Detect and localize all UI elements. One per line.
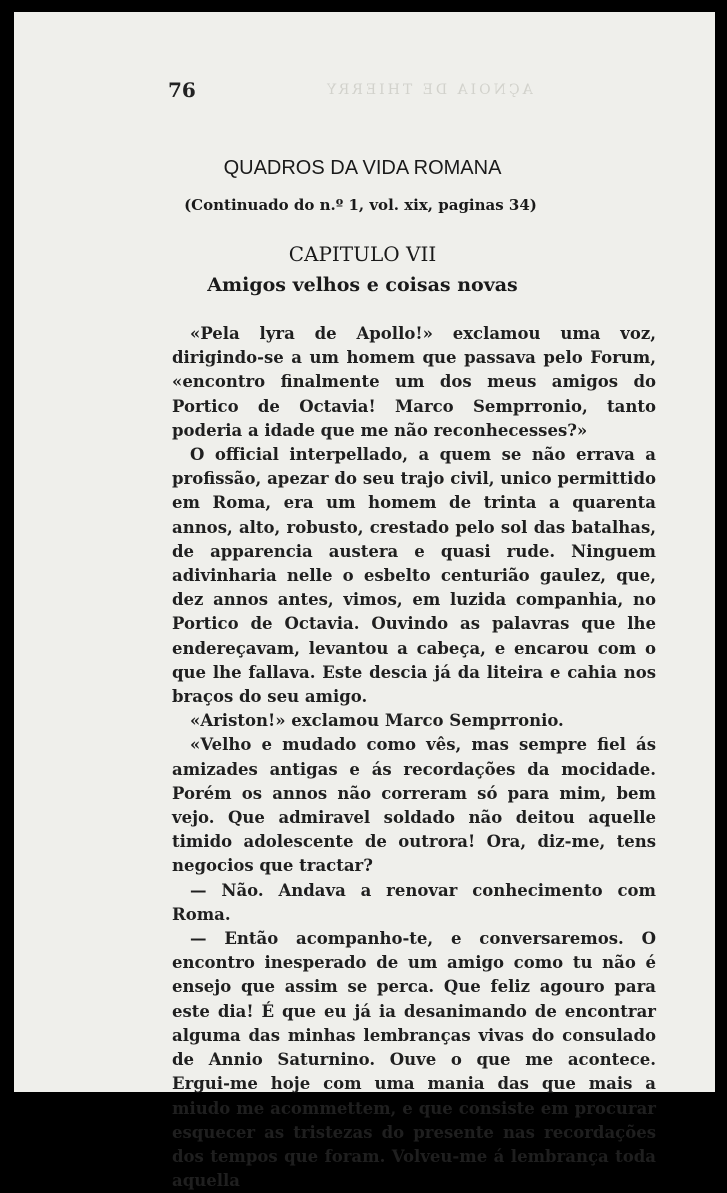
continuation-note: (Continuado do n.º 1, vol. xix, paginas 34): [184, 196, 537, 214]
chapter-title: Amigos velhos e coisas novas: [207, 274, 518, 296]
paragraph: — Não. Andava a renovar conhecimento com Roma.: [172, 880, 656, 924]
paragraph: «Pela lyra de Apollo!» exclamou uma voz, dirigindo-se a um homem que passava pelo Forum, «encontro finalmente um dos meus amigos do Portico de Octavia! Marco Semprronio, tanto poderia a idade que me não reconhecesses?»: [172, 324, 656, 440]
page-number: 76: [168, 78, 196, 102]
paragraph: — Então acompanho-te, e conversaremos. O encontro inesperado de um amigo como tu não é ensejo que assim se perca. Que feliz agouro para este dia! É que eu já ia desanimando de encontrar alguma das minhas lembranças vivas do consulado de Annio Saturnino. Ouve o que me acontece. Ergui-me hoje com uma mania das que mais a miudo me acommettem, e que consiste em procurar esquecer as tristezas do presente nas recordações dos tempos que foram. Volveu-me á lembrança toda aquella: [172, 929, 656, 1191]
paragraph: «Velho e mudado como vês, mas sempre fiel ás amizades antigas e ás recordações da mocidade. Porém os annos não correram só para mim, bem vejo. Que admiravel soldado não deitou aquelle timido adolescente de outrora! Ora, diz-me, tens negocios que tractar?: [172, 735, 656, 876]
body-text: [172, 322, 656, 1193]
book-page: [14, 12, 715, 1191]
paragraph: O official interpellado, a quem se não errava a profissão, apezar do seu trajo civil, unico permittido em Roma, era um homem de trinta a quarenta annos, alto, robusto, crestado pelo sol das batalhas, de apparencia austera e quasi rude. Ninguem adivinharia nelle o esbelto centurião gaulez, que, dez annos antes, vimos, em luzida companhia, no Portico de Octavia. Ouvindo as palavras que lhe endereçavam, levantou a cabeça, e encarou com o que lhe fallava. Este descia já da liteira e cahia nos braços do seu amigo.: [172, 445, 656, 707]
series-title: QUADROS DA VIDA ROMANA: [223, 157, 502, 179]
bleed-through-text: AÇNOIA DE THIERRY: [324, 82, 533, 98]
paragraph: «Ariston!» exclamou Marco Semprronio.: [190, 711, 564, 731]
chapter-number: CAPITULO VII: [288, 242, 437, 266]
